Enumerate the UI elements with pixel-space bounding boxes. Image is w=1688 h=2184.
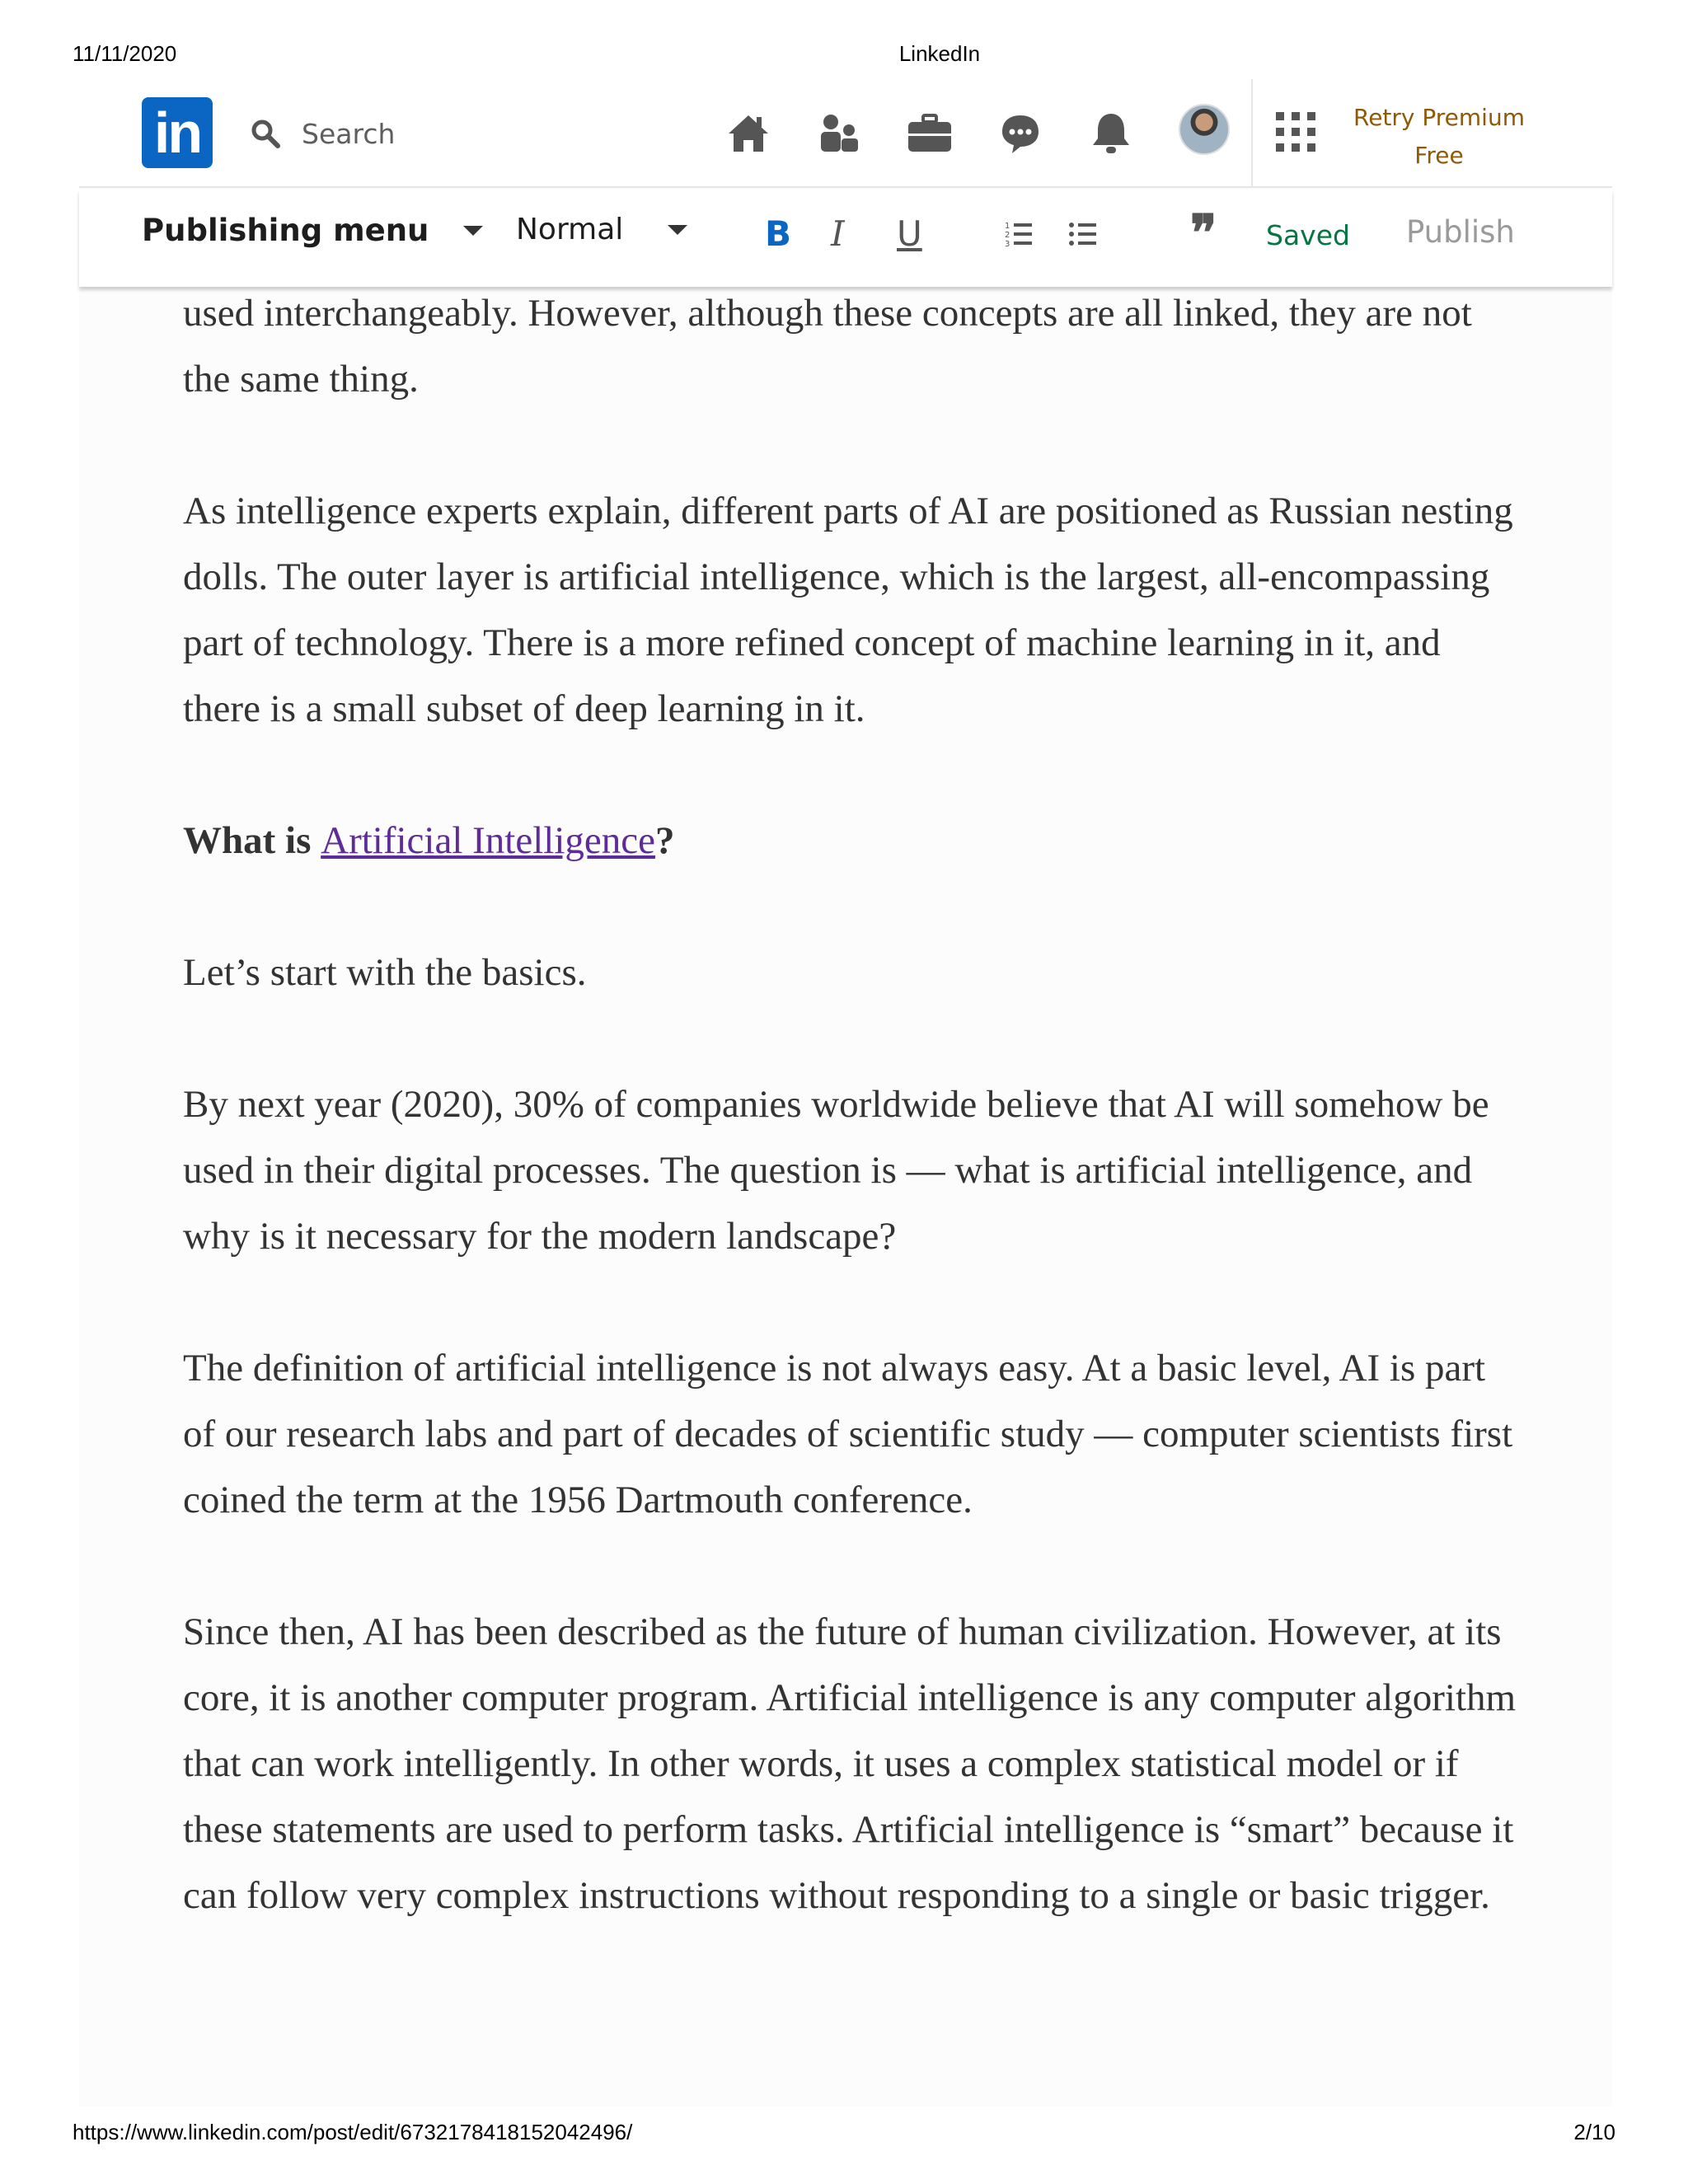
publishing-menu-dropdown[interactable] — [142, 213, 483, 248]
svg-text:3: 3 — [1005, 240, 1010, 249]
heading-suffix: ? — [654, 819, 675, 862]
article-paragraph: Let’s start with the basics. — [183, 951, 587, 994]
article-paragraph: By next year (2020), 30% of companies worldwide believe that AI will somehow be used in their digital processes. The question is — what is artificial intelligence, and why is it necessary for the modern landscape? — [183, 1083, 1489, 1258]
nav-messaging[interactable] — [994, 107, 1047, 160]
article-body[interactable] — [183, 280, 1518, 1994]
bold-button[interactable]: B — [765, 213, 792, 254]
nav-jobs[interactable] — [903, 107, 956, 160]
print-date: 11/11/2020 — [73, 41, 177, 66]
my-network-icon — [814, 109, 864, 158]
underline-button[interactable]: U — [897, 213, 922, 254]
nav-my-network[interactable] — [813, 107, 865, 160]
global-nav — [79, 79, 1612, 188]
nav-notifications[interactable] — [1085, 107, 1137, 160]
apps-grid-icon[interactable] — [1273, 109, 1319, 155]
article-paragraph: Since then, AI has been described as the future of human civilization. However, at its core, it is another computer program. Artificial intelligence is any computer algorithm that can work intelligently. In other words, it uses a complex statistical model or if these statements are used to perform tasks. Artificial intelligence is “smart” because it can follow very complex instructions without responding to a single or basic trigger. — [183, 1610, 1517, 1917]
publish-button[interactable]: Publish — [1406, 214, 1515, 250]
jobs-icon — [905, 109, 954, 158]
home-icon — [724, 109, 773, 158]
article-paragraph: As intelligence experts explain, different parts of AI are positioned as Russian nesting dolls. The outer layer is artificial intelligence, which is the largest, all-encompassing part of technology. There is a more refined concept of machine learning in it, and there is a small subset of deep learning in it. — [183, 490, 1513, 730]
text-style-select[interactable] — [516, 213, 687, 246]
numbered-list-icon[interactable] — [1004, 219, 1034, 249]
print-page-number: 2/10 — [1573, 2120, 1615, 2144]
avatar[interactable] — [1179, 104, 1230, 155]
svg-text:2: 2 — [1005, 231, 1010, 240]
article-paragraph: The definition of artificial intelligence is not always easy. At a basic level, AI is part of our research labs and part of decades of scientific study — computer scientists first coined the term at the 1956 Dartmouth conference. — [183, 1347, 1513, 1521]
quote-button[interactable]: ❞ — [1190, 204, 1217, 262]
article-paragraph: used interchangeably. However, although these concepts are all linked, they are not the same thing. — [183, 292, 1472, 401]
publishing-toolbar — [79, 190, 1612, 287]
chevron-down-icon — [668, 225, 687, 235]
nav-divider — [1251, 79, 1253, 188]
search-input[interactable] — [302, 118, 491, 150]
search-icon — [249, 117, 282, 150]
save-status: Saved — [1266, 219, 1350, 251]
retry-premium-link[interactable] — [1348, 99, 1530, 175]
print-title: LinkedIn — [898, 41, 981, 66]
print-url: https://www.linkedin.com/post/edit/6732178418152042496/ — [73, 2120, 633, 2144]
publishing-menu-label: Publishing menu — [142, 213, 429, 248]
svg-text:1: 1 — [1005, 222, 1010, 231]
heading-prefix: What is — [183, 819, 321, 862]
notifications-icon — [1086, 109, 1136, 158]
linkedin-logo[interactable]: in — [142, 97, 213, 168]
chevron-down-icon — [463, 226, 483, 236]
italic-button[interactable]: I — [831, 213, 845, 254]
bulleted-list-icon[interactable] — [1068, 219, 1098, 249]
artificial-intelligence-link[interactable]: Artificial Intelligence — [321, 819, 655, 862]
messaging-icon — [996, 109, 1045, 158]
nav-home[interactable] — [722, 107, 775, 160]
article-heading — [183, 808, 1518, 874]
search-box[interactable] — [249, 109, 496, 158]
premium-line-2: Free — [1414, 142, 1464, 169]
premium-line-1: Retry Premium — [1353, 104, 1525, 131]
text-style-value: Normal — [516, 213, 624, 246]
